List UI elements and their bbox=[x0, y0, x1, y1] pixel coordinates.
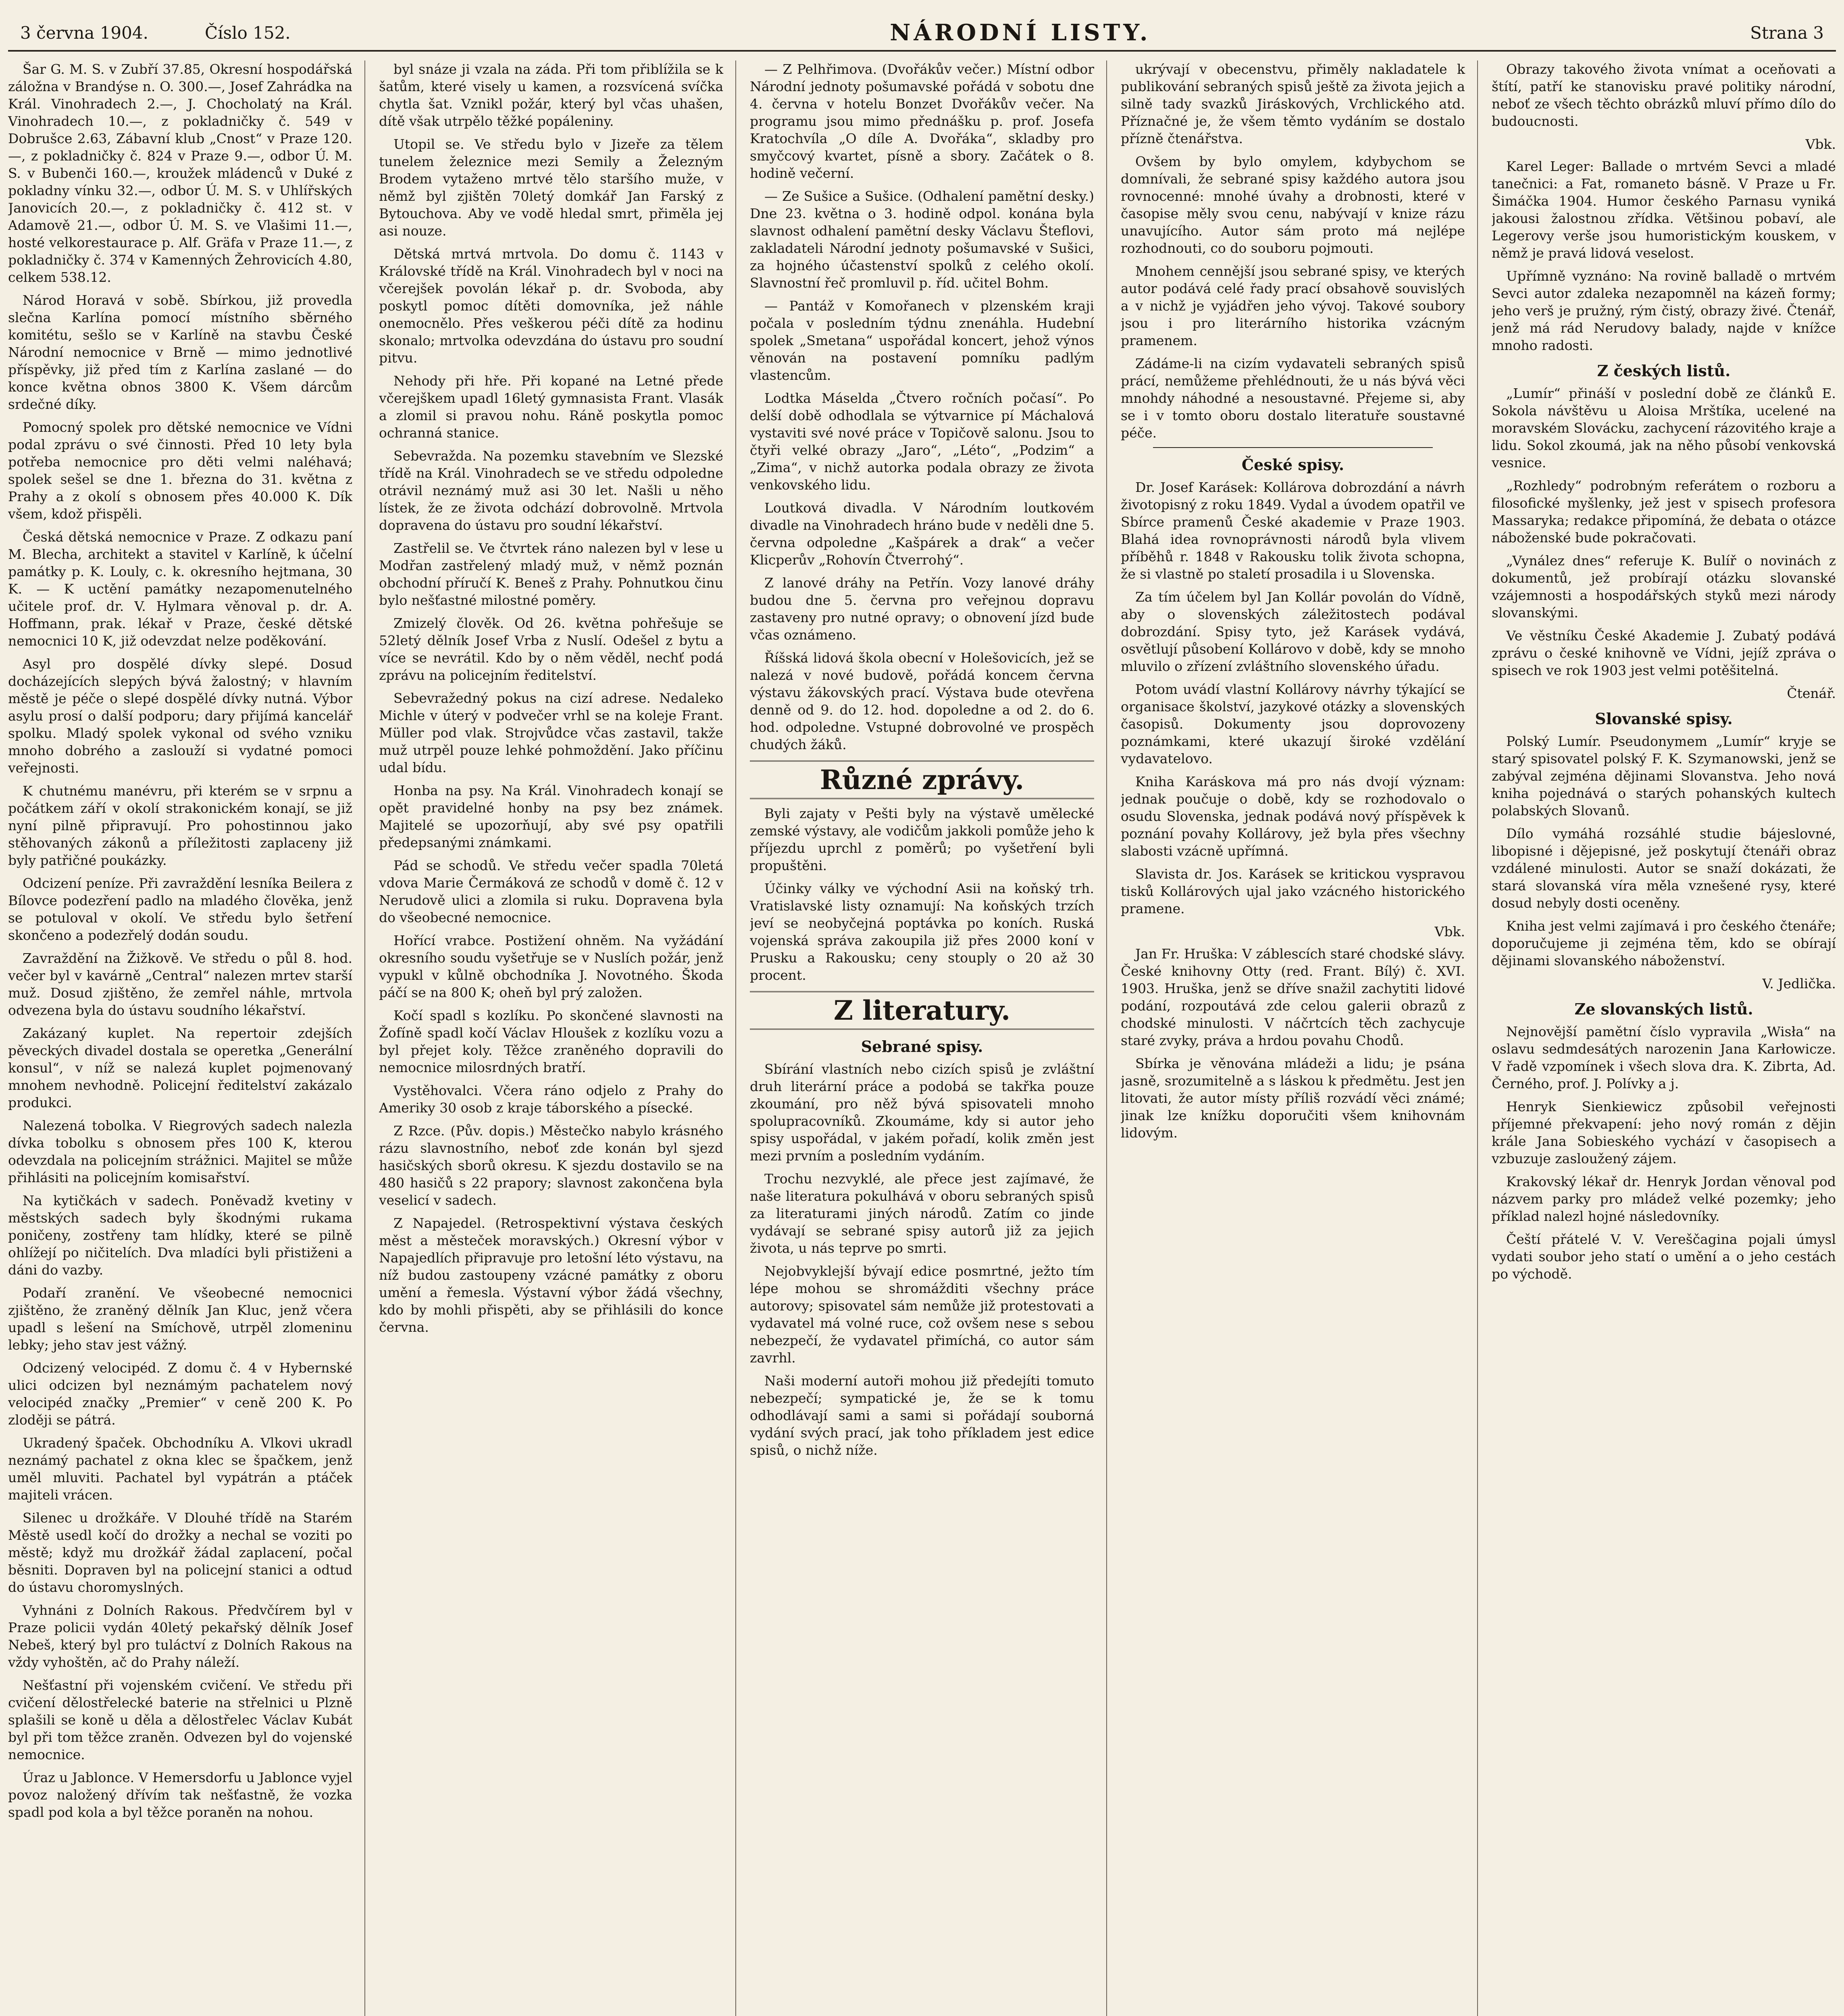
paragraph: Ukradený špaček. Obchodníku A. Vlkovi ukradl neznámý pachatel z okna klec se špačkem, jenž uměl mluviti. Pachatel byl vypátrán a ptáček majiteli vrácen. bbox=[8, 1435, 352, 1503]
paragraph: Vyhnáni z Dolních Rakous. Předvčírem byl v Praze policii vydán 40letý pekařský dělník Josef Nebeš, který byl pro tuláctví z Dolních Rakous na vždy vyhoštěn, ač do Prahy náleží. bbox=[8, 1602, 352, 1670]
paragraph: Zakázaný kuplet. Na repertoir zdejších pěveckých divadel dostala se operetka „Generální konsul“, v níž se nalezá kuplet pojmenovaný mnohem nevhodně. Policejní ředitelství zakázalo produkci. bbox=[8, 1025, 352, 1110]
paragraph: Silenec u drožkáře. V Dlouhé třídě na Starém Městě usedl kočí do drožky a nechal se voziti po městě; když mu drožkář žádal zaplacení, počal běsniti. Dopraven byl na policejní stanici a odtud do ústavu choromyslných. bbox=[8, 1510, 352, 1595]
column-5 bbox=[1492, 60, 1836, 2016]
author-signature: Vbk. bbox=[1434, 924, 1465, 939]
paragraph: Ve věstníku České Akademie J. Zubatý podává zprávu o české knihovně ve Vídni, jejíž zpráva o spisech ve rok 1903 jest velmi potěšitelná. bbox=[1492, 628, 1836, 678]
paragraph: Kniha jest velmi zajímavá i pro českého čtenáře; doporučujeme ji zejména těm, kdo se obírají dějinami slovanského náboženství. bbox=[1492, 918, 1836, 968]
paragraph: Vystěhovalci. Včera ráno odjelo z Prahy do Ameriky 30 osob z kraje táborského a písecké. bbox=[379, 1083, 723, 1116]
paragraph: Polský Lumír. Pseudonymem „Lumír“ kryje se starý spisovatel polský F. K. Szymanowski, jenž se zabýval zejména dějinami Slovanstva. Jeho nová kniha pojednává o starých pohanských kultech polabských Slovanů. bbox=[1492, 733, 1836, 818]
paragraph: „Vynález dnes“ referuje K. Bulíř o novinách z dokumentů, jež probírají otázku slovanské vzájemnosti a hospodářských styků mezi národy slovanskými. bbox=[1492, 553, 1836, 621]
paragraph: Za tím účelem byl Jan Kollár povolán do Vídně, aby o slovenských záležitostech podával dobrozdání. Spisy tyto, jež Karásek vydává, osvětlují působení Kollárovo v době, kdy se mnoho mluvilo o zřízení zvláštního slovenského úřadu. bbox=[1121, 589, 1465, 674]
paragraph: Nešťastní při vojenském cvičení. Ve středu při cvičení dělostřelecké baterie na střelnici u Plzně splašili se koně u děla a dělostřelec Václav Kubát byl při tom těžce zraněn. Odvezen byl do vojenské nemocnice. bbox=[8, 1677, 352, 1762]
paragraph: Kočí spadl s kozlíku. Po skončené slavnosti na Žofíně spadl kočí Václav Hloušek z kozlíku vozu a byl přejet koly. Těžce zraněného dopravili do nemocnice milosrdných bratří. bbox=[379, 1008, 723, 1075]
paragraph: Naši moderní autoři mohou již předejíti tomuto nebezpečí; sympatické je, že se k tomu odhodlávají sami a sami si pořádají souborná vydání svých prací, jak toho příkladem jest edice spisů, o nichž níže. bbox=[750, 1373, 1094, 1458]
paragraph: Utopil se. Ve středu bylo v Jizeře za tělem tunelem železnice mezi Semily a Železným Brodem vytaženo mrtvé tělo staršího muže, v němž byl zjištěn 70letý domkář Jan Farský z Bytouchova. Aby ve vodě hledal smrt, přiměla jej asi nouze. bbox=[379, 136, 723, 239]
header-left bbox=[20, 23, 291, 43]
paragraph: Lodtka Máselda „Čtvero ročních počasí“. Po delší době odhodlala se výtvarnice pí Máchalová vystaviti své nové práce v Topičově salonu. Jsou to čtyři velké obrazy „Jaro“, „Léto“, „Podzim“ a „Zima“, v nichž autorka podala obrazy ze života venkovského lidu. bbox=[750, 390, 1094, 493]
paragraph: Zavraždění na Žižkově. Ve středu o půl 8. hod. večer byl v kavárně „Central“ nalezen mrtev starší muž. Dosud zjištěno, že zemřel náhle, mrtvola odvezena byla do ústavu soudního lékařství. bbox=[8, 950, 352, 1018]
paragraph: „Rozhledy“ podrobným referátem o rozboru a filosofické myšlenky, jež jest v spisech profesora Massaryka; redakce připomíná, že debata o otázce náboženské bude pokračovati. bbox=[1492, 478, 1836, 546]
paragraph: Jan Fr. Hruška: V záblescích staré chodské slávy. České knihovny Otty (red. Frant. Bílý) č. XVI. 1903. Hruška, jenž se dříve snažil zachytiti lidové podání, rozpoutává zde celou galerii obrazů z chodské minulosti. V náčrtcích těch zachycuje staré zvyky, práva a hrdou povahu Chodů. bbox=[1121, 946, 1465, 1048]
issue-date: 3 června 1904. bbox=[20, 23, 148, 43]
paragraph: Obrazy takového života vnímat a oceňovati a štítí, patří ke stanovisku pravé politiky národní, neboť ze všech těchto obrázků mluví přímo dílo do budoucnosti. bbox=[1492, 61, 1836, 129]
paragraph: Mnohem cennější jsou sebrané spisy, ve kterých autor podává celé řady prací obsahově souvislých a v nichž je vyjádřen jeho vývoj. Takové soubory jsou i pro literárního historika vzácným pramenem. bbox=[1121, 263, 1465, 348]
subheading-ze-slovanskych-listu: Ze slovanských listů. bbox=[1574, 1000, 1753, 1018]
subheading-ceske-spisy: České spisy. bbox=[1241, 456, 1344, 474]
paragraph: Pomocný spolek pro dětské nemocnice ve Vídni podal zprávu o své činnosti. Před 10 lety byla potřeba nemocnice pro děti velmi naléhavá; spolek sešel se dne 1. března do 31. května z Prahy a z okolí s obnosem přes 40.000 K. Dík všem, kdož přispěli. bbox=[8, 419, 352, 522]
paragraph: Podaří zranění. Ve všeobecné nemocnici zjištěno, že zraněný dělník Jan Kluc, jenž včera upadl s lešení na Smíchově, utrpěl zlomeninu lebky; jeho stav jest vážný. bbox=[8, 1285, 352, 1353]
paragraph: Upřímně vyznáno: Na rovině balladě o mrtvém Sevci autor zdaleka nezapomněl na kázeň formy; jeho verš je pružný, rým čistý, obrazy živé. Čtenář, jenž má rád Nerudovy balady, najde v knížce mnoho radosti. bbox=[1492, 268, 1836, 353]
paragraph: Zastřelil se. Ve čtvrtek ráno nalezen byl v lese u Modřan zastřelený mladý muž, v němž poznán obchodní příručí K. Beneš z Prahy. Pohnutkou činu bylo nešťastné milostné poměry. bbox=[379, 540, 723, 608]
paragraph: Na kytičkách v sadech. Poněvadž kvetiny v městských sadech byly škodnými rukama poničeny, zostřeny tam hlídky, které se pilně ohlížejí po ničitelích. Dva mladíci byli přistiženi a dáni do vazby. bbox=[8, 1193, 352, 1278]
paragraph: Karel Leger: Ballade o mrtvém Sevci a mladé tanečnici: a Fat, romaneto básně. V Praze u Fr. Šimáčka 1904. Humor českého Parnasu vyniká jakousi žalostnou zřídka. Většinou pobaví, ale Legerovy verše jsou humoristickým kouskem, v němž je pravá lidová veselost. bbox=[1492, 158, 1836, 261]
paragraph: Sbírání vlastních nebo cizích spisů je zvláštní druh literární práce a podobá se takřka pouze zkoumání, pro něž bývá spisovateli mnoho spolupracovníků. Zkoumáme, kdy si autor jeho spisy uspořádal, v jakém pořadí, kolik změn jest mezi prvním a posledním vydáním. bbox=[750, 1061, 1094, 1164]
paragraph: Šar G. M. S. v Zubří 37.85, Okresní hospodářská záložna v Brandýse n. O. 300.—, Josef Zahrádka na Král. Vinohradech 2.—, J. Chocholatý na Král. Vinohradech 10.—, z pokladničky č. 549 v Dobrušce 2.63, Zábavní klub „Cnost“ v Praze 120.—, z pokladničky č. 824 v Praze 9.—, odbor Ú. M. S. v Bubenči 160.—, kroužek mládenců v Duké z pokladny vínku 32.—, odbor Ú. M. S. v Uhlířských Janovicích 20.—, z pokladničky č. 412 st. v Adamově 21.—, odbor Ú. M. S. ve Vlašimi 11.—, hosté velkorestaurace p. Alf. Gräfa v Praze 11.—, z pokladničky č. 374 v Kamenných Žehrovicích 4.80, celkem 538.12. bbox=[8, 61, 352, 285]
paragraph: Trochu nezvyklé, ale přece jest zajímavé, že naše literatura pokulhává v oboru sebraných spisů za literaturami jiných národů. Zatím co jinde vydávají se sebrané spisy autorů již za jejich života, u nás teprve po smrti. bbox=[750, 1171, 1094, 1256]
paragraph: Slavista dr. Jos. Karásek se kritickou vyspravou tisků Kollárových ujal jako vzácného historického pramene. bbox=[1121, 866, 1465, 916]
paragraph: „Lumír“ přináší v poslední době ze článků E. Sokola návštěvu u Aloisa Mrštíka, ucelené na moravském Slovácku, zachycení rázovitého kraje a lidu. Sokol zkoumá, jak na něho působí venkovská vesnice. bbox=[1492, 385, 1836, 471]
paragraph: Asyl pro dospělé dívky slepé. Dosud docházejících slepých bývá žalostný; v hlavním městě je péče o slepé dospělé dívky nutná. Výbor asylu prosí o další podporu; dary přijímá kancelář spolku. Mladý spolek vykonal od svého vzniku mnoho dobrého a zaslouží si vydatné pomoci veřejnosti. bbox=[8, 656, 352, 776]
paragraph: ukrývají v obecenstvu, přiměly nakladatele k publikování sebraných spisů ještě za života jejich a silně tady svazků Jiráskových, Vrchlického atd. Příznačné je, že všem těmto vydáním se dostalo přízně čtenářstva. bbox=[1121, 61, 1465, 146]
paragraph: byl snáze ji vzala na záda. Při tom přiblížila se k šatům, které visely u kamen, a rozsvícená svíčka chytla šat. Vznikl požár, který byl včas uhašen, dítě však utrpělo těžké popáleniny. bbox=[379, 61, 723, 129]
paragraph: Hořící vrabce. Postižení ohněm. Na vyžádání okresního soudu vyšetřuje se v Nuslích požár, jenž vypukl v kůlně obchodníka J. Novotného. Škoda páčí se na 800 K; oheň byl prý založen. bbox=[379, 933, 723, 1000]
column-2 bbox=[379, 60, 736, 2016]
paragraph: Sebevražda. Na pozemku stavebním ve Slezské třídě na Král. Vinohradech se ve středu odpoledne otrávil neznámý muž asi 30 let. Našli u něho lístek, že ze života odchází dobrovolně. Mrtvola dopravena do ústavu pro soudní lékařství. bbox=[379, 448, 723, 533]
paragraph: Dr. Josef Karásek: Kollárova dobrozdání a návrh životopisný z roku 1849. Vydal a úvodem opatřil ve Sbírce pramenů České akademie v Praze 1903. Blahá idea rovnoprávnosti národů byla vlivem příběhů r. 1848 v Rakousku tolik života schopna, že si vlastně po staletí prosadila i u Slovenska. bbox=[1121, 479, 1465, 582]
paragraph: — Pantáž v Komořanech v plzenském kraji počala v posledním týdnu znenáhla. Hudební spolek „Smetana“ uspořádal koncert, jehož výnos věnován na postavení pomníku padlým vlastencům. bbox=[750, 298, 1094, 383]
paragraph: Dílo vymáhá rozsáhlé studie bájeslovné, libopisné i dějepisné, jež poskytují čtenáři obraz vzdálené minulosti. Autor se snaží dokázati, že stará slovanská víra měla vznešené rysy, které dosud nebyly dosti oceněny. bbox=[1492, 826, 1836, 911]
issue-number: Číslo 152. bbox=[204, 23, 291, 43]
paragraph: Účinky války ve východní Asii na koňský trh. Vratislavské listy oznamují: Na koňských trzích jeví se neobyčejná poptávka po koních. Ruská vojenská správa zakoupila již přes 2000 koní v Prusku a Rakousku; ceny stouply o 20 až 30 procent. bbox=[750, 881, 1094, 983]
paragraph: Byli zajaty v Pešti byly na výstavě umělecké zemské výstavy, ale vodičům jakkoli pomůže jeho k příjezdu uprchl z poměrů; po vyšetření byli propuštěni. bbox=[750, 806, 1094, 873]
paragraph: Nehody při hře. Při kopané na Letné přede včerejškem upadl 16letý gymnasista Frant. Vlasák a zlomil si pravou nohu. Ráně poskytla pomoc ochranná stanice. bbox=[379, 373, 723, 441]
section-heading-ruzne-zpravy: Různé zprávy. bbox=[750, 760, 1094, 799]
paragraph: K chutnému manévru, při kterém se v srpnu a počátkem září v okolí strakonickém konají, se již nyní pilně připravují. Pro pohostinnou jako stěhovaných zákonů a příležitosti zaplaceny již byly patřičné poukázky. bbox=[8, 783, 352, 868]
section-heading-z-literatury: Z literatury. bbox=[750, 991, 1094, 1030]
paragraph: Z Napajedel. (Retrospektivní výstava českých měst a městeček moravských.) Okresní výbor v Napajedlích připravuje pro letošní léto výstavu, na níž budou zastoupeny vzácné památky z oboru umění a řemesla. Výstavní výbor žádá všechny, kdo by mohli přispěti, aby se přihlásili do konce června. bbox=[379, 1215, 723, 1335]
paragraph: Z Rzce. (Pův. dopis.) Městečko nabylo krásného rázu slavnostního, neboť zde konán byl sjezd hasičských sborů okresu. K sjezdu dostavilo se na 480 hasičů s 22 prapory; slavnost zakončena byla veselicí v sadech. bbox=[379, 1123, 723, 1208]
paragraph: Kniha Karáskova má pro nás dvojí význam: jednak poučuje o době, kdy se rozhodovalo o osudu Slovenska, jednak podává nový příspěvek k poznání povahy Kollárovy, jež byla přes všechny slabosti vzácně upřímná. bbox=[1121, 774, 1465, 859]
paragraph: Odcizený velocipéd. Z domu č. 4 v Hybernské ulici odcizen byl neznámým pachatelem nový velocipéd značky „Premier“ v ceně 200 K. Po zloději se pátrá. bbox=[8, 1360, 352, 1428]
paragraph: Zmizelý člověk. Od 26. května pohřešuje se 52letý dělník Josef Vrba z Nuslí. Odešel z bytu a více se nevrátil. Kdo by o něm věděl, nechť podá zprávu na policejním ředitelství. bbox=[379, 615, 723, 683]
paragraph: — Z Pelhřimova. (Dvořákův večer.) Místní odbor Národní jednoty pošumavské pořádá v sobotu dne 4. června v hotelu Bonzet Dvořákův večer. Na programu jsou mimo přednášku p. prof. Josefa Kratochvíla „O díle A. Dvořáka“, skladby pro smyčcový kvartet, písně a sbory. Začátek o 8. hodině večerní. bbox=[750, 61, 1094, 181]
column-3 bbox=[750, 60, 1107, 2016]
subheading-sebrane-spisy: Sebrané spisy. bbox=[861, 1037, 983, 1056]
paragraph: Čeští přátelé V. V. Vereščagina pojali úmysl vydati soubor jeho statí o umění a o jeho cestách po východě. bbox=[1492, 1231, 1836, 1282]
paragraph: Nalezená tobolka. V Riegrových sadech nalezla dívka tobolku s obnosem přes 100 K, kterou odevzdala na policejním strážnici. Majitel se může přihlásiti na policejním komisařství. bbox=[8, 1118, 352, 1185]
paragraph: Sebevražedný pokus na cizí adrese. Nedaleko Michle v úterý v podvečer vrhl se na koleje Frant. Müller pod vlak. Strojvůdce včas zastavil, takže muž utrpěl pouze lehké pohmoždění. Jako příčinu udal bídu. bbox=[379, 690, 723, 775]
paragraph: Honba na psy. Na Král. Vinohradech konají se opět pravidelné honby na psy bez známek. Majitelé se upozorňují, aby své psy opatřili předepsanými známkami. bbox=[379, 783, 723, 850]
paragraph: Říšská lidová škola obecní v Holešovicích, jež se nalezá v nové budově, pořádá koncem června výstavu žákovských prací. Výstava bude otevřena denně od 9. do 12. hod. dopoledne a od 2. do 6. hod. odpoledne. Vstupné dobrovolné ve prospěch chudých žáků. bbox=[750, 650, 1094, 752]
page-header bbox=[8, 15, 1836, 52]
paragraph: Loutková divadla. V Národním loutkovém divadle na Vinohradech hráno bude v neděli dne 5. června odpoledne „Kašpárek a drak“ a večer Klicperův „Rohovín Čtverrohý“. bbox=[750, 500, 1094, 568]
paragraph: Úraz u Jablonce. V Hemersdorfu u Jablonce vyjel povoz naložený dřívím tak nešťastně, že vozka spadl pod kola a byl těžce poraněn na nohou. bbox=[8, 1770, 353, 1820]
paragraph: Dětská mrtvá mrtvola. Do domu č. 1143 v Královské třídě na Král. Vinohradech byl v noci na včerejšek povolán lékař p. dr. Svoboda, aby poskytl pomoc dítěti domovníka, jež náhle onemocnělo. Přes veškerou péči dítě za hodinu skonalo; mrtvolka odevzdána do ústavu pro soudní pitvu. bbox=[379, 246, 723, 366]
paragraph: Krakovský lékař dr. Henryk Jordan věnoval pod názvem parky pro mládež velké pozemky; jeho příklad nalezl hojné následovníky. bbox=[1492, 1174, 1836, 1224]
author-signature: V. Jedlička. bbox=[1762, 976, 1836, 991]
paragraph: Národ Horavá v sobě. Sbírkou, již provedla slečna Karlína pomocí místního sběrného komitétu, sešlo se v Karlíně na stavbu České Národní nemocnice v Brně — mimo jednotlivé příspěvky, již před tím z Karlína zaslané — do konce května obnos 3800 K. Všem dárcům srdečné díky. bbox=[8, 292, 352, 412]
paragraph: Nejobvyklejší bývají edice posmrtné, ježto tím lépe mohou se shromážditi všechny práce autorovy; spisovatel sám nemůže již protestovati a vydavatel má volné ruce, což ovšem nese s sebou nebezpečí, že vydavatel přimíchá, co autor sám zavrhl. bbox=[750, 1263, 1094, 1366]
paragraph: Henryk Sienkiewicz způsobil veřejnosti příjemné překvapení: jeho nový román z dějin krále Jana Sobieského vychází v časopisech a vzbuzuje zasloužený zájem. bbox=[1492, 1099, 1836, 1166]
paragraph: Sbírka je věnována mládeži a lidu; je psána jasně, srozumitelně a s láskou k předmětu. Jest jen litovati, že autor místy příliš rozvádí věci známé; jinak lze knížku doporučiti všem knihovnám lidovým. bbox=[1121, 1056, 1465, 1141]
paragraph: — Ze Sušice a Sušice. (Odhalení pamětní desky.) Dne 23. května o 3. hodině odpol. konána byla slavnost odhalení pamětní desky Václavu Šteflovi, zakladateli Národní jednoty pošumavské v Sušici, za hojného účastenství spolků z celého okolí. Slavnostní řeč promluvil p. říd. učitel Bohm. bbox=[750, 188, 1094, 291]
article-columns bbox=[8, 60, 1836, 2016]
column-1 bbox=[8, 60, 365, 2016]
subheading-slovanske-spisy: Slovanské spisy. bbox=[1595, 710, 1733, 728]
paragraph: Z lanové dráhy na Petřín. Vozy lanové dráhy budou dne 5. června pro veřejnou dopravu zastaveny pro nutné opravy; o obnovení jízd bude včas oznámeno. bbox=[750, 575, 1094, 643]
column-4 bbox=[1121, 60, 1478, 2016]
paragraph: Zádáme-li na cizím vydavateli sebraných spisů prácí, nemůžeme přehlédnouti, že u nás bývá věci mnohdy náhodné a nesoustavné. Přejeme si, aby se i v tomto oboru dostalo literatuře soustavné péče. bbox=[1121, 356, 1465, 441]
author-signature: Čtenář. bbox=[1787, 685, 1836, 701]
newspaper-title: NÁRODNÍ LISTY. bbox=[890, 19, 1151, 46]
subheading-z-ceskych-listu: Z českých listů. bbox=[1597, 362, 1731, 380]
paragraph: Česká dětská nemocnice v Praze. Z odkazu paní M. Blecha, architekt a stavitel v Karlíně, k účelní památky p. K. Louly, c. k. okresního hejtmana, 30 K. — K uctění památky nezapomenutelného učitele prof. dr. V. Hylmara věnoval p. dr. A. Hoffmann, prak. lékař v Praze, české dětské nemocnici 10 K, již odevzdat nelze poděkování. bbox=[8, 529, 352, 649]
paragraph: Ovšem by bylo omylem, kdybychom se domnívali, že sebrané spisy každého autora jsou rovnocenné: mnohé úvahy a drobnosti, které v časopise měly svou cenu, nabývají v knize rázu unavujícího. Autor sám proto má nejlépe rozhodnouti, co do souboru pojmouti. bbox=[1121, 154, 1465, 256]
paragraph: Pád se schodů. Ve středu večer spadla 70letá vdova Marie Čermáková ze schodů v domě č. 12 v Nerudově ulici a zlomila si ruku. Dopravena byla do všeobecné nemocnice. bbox=[379, 858, 723, 925]
paragraph: Odcizení peníze. Při zavraždění lesníka Beilera z Bílovce podezření padlo na mladého člověka, jenž se potuloval v okolí. Ve středu bylo šetření skončeno a podezřelý dodán soudu. bbox=[8, 875, 352, 943]
author-signature: Vbk. bbox=[1805, 136, 1836, 152]
paragraph: Potom uvádí vlastní Kollárovy návrhy týkající se organisace školství, jazykové otázky a slovenských časopisů. Dokumenty jsou doprovozeny poznámkami, které ukazují široké vzdělání vydavatelovo. bbox=[1121, 681, 1465, 766]
paragraph: Nejnovější pamětní číslo vypravila „Wisła“ na oslavu sedmdesátých narozenin Jana Karłowicze. V řadě vzpomínek i všech slova dra. K. Zibrta, Ad. Černého, prof. J. Polívky a j. bbox=[1492, 1024, 1836, 1091]
divider bbox=[1153, 447, 1433, 448]
page-number: Strana 3 bbox=[1750, 23, 1824, 43]
